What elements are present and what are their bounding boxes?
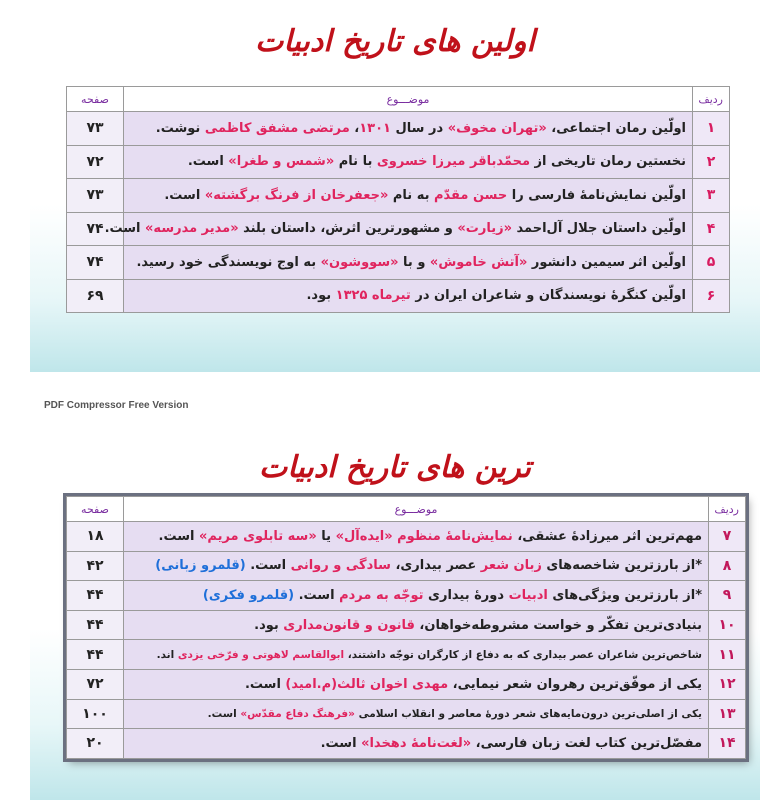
topic-highlight: سادگی و روانی (290, 558, 391, 574)
topic-text: نوشت. (155, 120, 205, 136)
row-number: ۷ (709, 522, 746, 552)
row-number: ۲ (693, 145, 730, 179)
row-number: ۱۰ (709, 610, 746, 640)
topic-highlight: ادبیات (508, 587, 548, 603)
domain-tag: (قلمرو زبانی) (155, 558, 246, 574)
table-row (67, 145, 730, 179)
topic-text: اولّین کنگرهٔ نویسندگان و شاعران ایران در (410, 288, 686, 304)
topic-text: در سال (391, 120, 448, 136)
row-page: ۷۲ (67, 145, 124, 179)
row-page: ۴۴ (67, 581, 124, 611)
topic-text: و مشهورترین اثرش، داستان بلند (238, 221, 458, 237)
topic-text: و با (398, 254, 430, 270)
topic-highlight: توجّه به مردم (339, 587, 424, 603)
superlatives-table (66, 496, 746, 759)
table-row (67, 669, 746, 699)
row-page: ۲۰ (67, 729, 124, 759)
table-row (67, 112, 730, 146)
row-topic (124, 522, 709, 552)
row-page: ۷۴ (67, 212, 124, 246)
topic-highlight: تیرماه ۱۳۲۵ (335, 288, 411, 304)
row-topic (104, 212, 693, 246)
topic-text: عصر بیداری، (390, 558, 481, 574)
topic-text: نخستین رمان تاریخی از (530, 154, 686, 170)
row-number: ۱۳ (709, 699, 746, 729)
domain-tag: (قلمرو فکری) (202, 587, 295, 603)
topic-text: است. (207, 707, 241, 720)
topic-text: است. (164, 187, 205, 203)
topic-highlight: «فرهنگ دفاع مقدّس» (240, 707, 355, 720)
topic-text: شاخص‌ترین شاعران عصر بیداری که به دفاع از کارگران توجّه داشتند، (344, 648, 702, 661)
row-number: ۶ (693, 279, 730, 313)
topic-text: مهم‌ترین اثر میرزادهٔ عشقی، (512, 528, 702, 544)
topic-highlight: «مدیر مدرسه» (145, 221, 239, 237)
topic-highlight: «جعفرخان از فرنگ برگشته» (204, 187, 389, 203)
topic-text: *از بارزترین ویژگی‌های (547, 587, 702, 603)
row-page: ۱۸ (67, 522, 124, 552)
topic-highlight: «سووشون» (320, 254, 399, 270)
firsts-table (66, 86, 730, 313)
table-row (67, 246, 730, 280)
topic-text: بود. (306, 288, 336, 304)
page-gap (0, 372, 760, 420)
row-topic (124, 581, 709, 611)
row-number: ۵ (693, 246, 730, 280)
topic-highlight: ابوالقاسم لاهوتی و فرّخی یزدی (177, 648, 345, 661)
topic-highlight: «سه تابلوی مریم» (199, 528, 317, 544)
table-row (67, 179, 730, 213)
topic-text: است. (245, 558, 291, 574)
slide-title: ترین های تاریخ ادبیات (258, 450, 532, 485)
row-topic (124, 246, 693, 280)
topic-text: اولّین نمایش‌نامهٔ فارسی را (507, 187, 686, 203)
table-row (67, 212, 730, 246)
slide-title: اولین های تاریخ ادبیات (255, 24, 535, 59)
row-page: ۴۴ (67, 610, 124, 640)
topic-highlight: محمّدباقر میرزا خسروی (376, 154, 530, 170)
table-row (67, 581, 746, 611)
topic-text: به اوج نویسندگی خود رسید. (136, 254, 321, 270)
column-header-topic: موضـــوع (124, 87, 693, 112)
topic-highlight: «آتش خاموش» (429, 254, 528, 270)
row-number: ۱۱ (709, 640, 746, 670)
table-row (67, 640, 746, 670)
column-header-row: ردیف (709, 497, 746, 522)
table-row (67, 279, 730, 313)
topic-text: بنیادی‌ترین تفکّر و خواست مشروطه‌خواهان، (414, 617, 702, 633)
row-topic (124, 145, 693, 179)
row-page: ۷۳ (67, 179, 124, 213)
row-topic (124, 551, 709, 581)
topic-text: با نام (334, 154, 377, 170)
column-header-page: صفحه (67, 497, 124, 522)
topic-highlight: زبان شعر (480, 558, 542, 574)
topic-text: دورهٔ بیداری (423, 587, 509, 603)
row-topic (124, 610, 709, 640)
topic-text: اولّین داستان جلال آل‌احمد (511, 221, 686, 237)
topic-highlight: «تهران مخوف» (447, 120, 547, 136)
topic-text: اولّین اثر سیمین دانشور (527, 254, 686, 270)
table-row (67, 699, 746, 729)
topic-text: به نام (388, 187, 435, 203)
topic-text: ، (349, 120, 360, 136)
topic-highlight: قانون و قانون‌مداری (283, 617, 415, 633)
row-number: ۱۴ (709, 729, 746, 759)
topic-highlight: «شمس و طغرا» (228, 154, 335, 170)
row-page: ۴۲ (67, 551, 124, 581)
row-topic (124, 729, 709, 759)
topic-text: اند. (156, 648, 178, 661)
watermark-text: PDF Compressor Free Version (44, 400, 189, 411)
row-topic (124, 279, 693, 313)
topic-highlight: «زیارت» (457, 221, 512, 237)
topic-highlight: مرتضی مشفق کاظمی (204, 120, 350, 136)
table-row (67, 522, 746, 552)
topic-text: است. (104, 221, 146, 237)
topic-highlight: ۱۳۰۱ (359, 120, 391, 136)
slide-firsts (30, 0, 760, 372)
row-page: ۷۳ (67, 112, 124, 146)
slide-superlatives (30, 420, 760, 800)
topic-highlight: مهدی اخوان ثالث(م.امید) (285, 676, 449, 692)
topic-text: بود. (254, 617, 284, 633)
topic-text: است. (158, 528, 199, 544)
column-header-row: ردیف (693, 87, 730, 112)
row-topic (124, 179, 693, 213)
table-row (67, 729, 746, 759)
row-number: ۱ (693, 112, 730, 146)
topic-text: است. (244, 676, 286, 692)
topic-text: است. (187, 154, 229, 170)
topic-text: یکی از اصلی‌ترین درون‌مایه‌های شعر دورهٔ معاصر و انقلاب اسلامی (354, 707, 702, 720)
row-number: ۸ (709, 551, 746, 581)
row-topic (124, 112, 693, 146)
column-header-topic: موضـــوع (124, 497, 709, 522)
topic-highlight: «لغت‌نامهٔ دهخدا» (361, 735, 472, 751)
table-row (67, 551, 746, 581)
topic-text: است. (294, 587, 340, 603)
row-page: ۷۴ (67, 246, 124, 280)
row-number: ۳ (693, 179, 730, 213)
row-number: ۴ (693, 212, 730, 246)
row-number: ۹ (709, 581, 746, 611)
topic-text: *از بارزترین شاخصه‌های (541, 558, 702, 574)
row-topic (124, 669, 709, 699)
topic-text: اولّین رمان اجتماعی، (546, 120, 686, 136)
row-topic (124, 699, 709, 729)
row-number: ۱۲ (709, 669, 746, 699)
row-page: ۱۰۰ (67, 699, 124, 729)
topic-text: مفصّل‌ترین کتاب لغت زبان فارسی، (471, 735, 702, 751)
topic-text: یا (316, 528, 336, 544)
table-row (67, 610, 746, 640)
row-page: ۴۴ (67, 640, 124, 670)
row-page: ۷۲ (67, 669, 124, 699)
topic-highlight: حسن مقدّم (434, 187, 508, 203)
topic-text: یکی از موفّق‌ترین رهروان شعر نیمایی، (448, 676, 702, 692)
topic-text: است. (320, 735, 362, 751)
row-page: ۶۹ (67, 279, 124, 313)
topic-highlight: نمایش‌نامهٔ منظوم «ایده‌آل» (335, 528, 513, 544)
column-header-page: صفحه (67, 87, 124, 112)
row-topic (124, 640, 709, 670)
